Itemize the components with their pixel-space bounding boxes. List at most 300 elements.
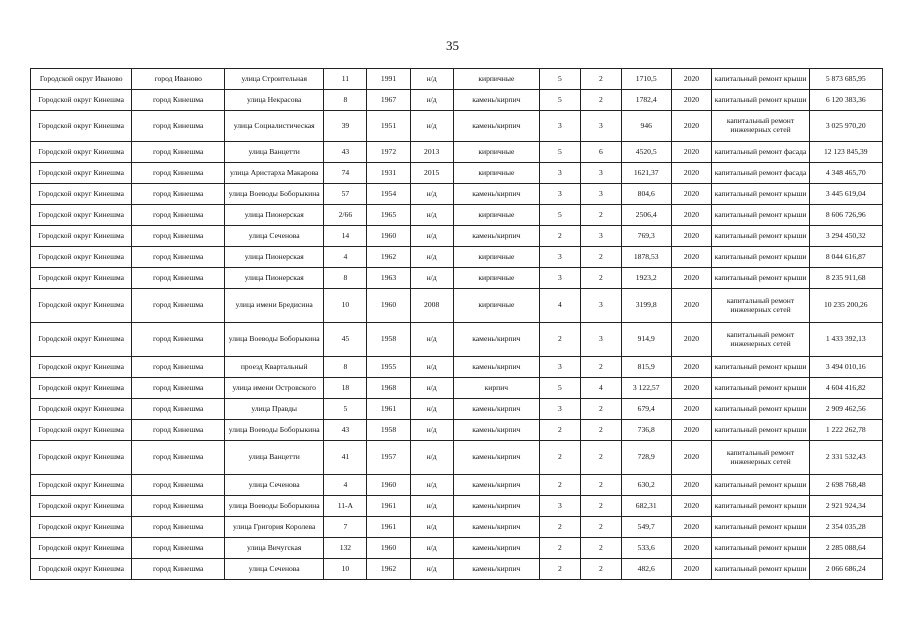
street-cell: улица Пионерская: [225, 268, 324, 289]
wall-material-cell: камень/кирпич: [453, 90, 539, 111]
floors-cell: 3: [539, 184, 580, 205]
house-number-cell: 39: [324, 111, 367, 142]
cost-cell: 8 044 616,87: [809, 247, 882, 268]
municipality-cell: Городской округ Кинешма: [31, 517, 132, 538]
build-year-cell: 1961: [367, 496, 410, 517]
entrances-cell: 2: [580, 538, 621, 559]
street-cell: улица Строительная: [225, 69, 324, 90]
house-number-cell: 10: [324, 559, 367, 580]
municipality-cell: Городской округ Кинешма: [31, 205, 132, 226]
cost-cell: 2 331 532,43: [809, 441, 882, 475]
wall-material-cell: кирпич: [453, 378, 539, 399]
cost-cell: 3 445 619,04: [809, 184, 882, 205]
cost-cell: 3 294 450,32: [809, 226, 882, 247]
municipality-cell: Городской округ Кинешма: [31, 420, 132, 441]
plan-year-cell: 2020: [671, 559, 712, 580]
plan-year-cell: 2020: [671, 90, 712, 111]
entrances-cell: 2: [580, 357, 621, 378]
municipality-cell: Городской округ Кинешма: [31, 163, 132, 184]
last-repair-year-cell: н/д: [410, 268, 453, 289]
street-cell: улица Пионерская: [225, 205, 324, 226]
street-cell: улица Вичугская: [225, 538, 324, 559]
entrances-cell: 2: [580, 441, 621, 475]
area-cell: 682,31: [621, 496, 671, 517]
cost-cell: 8 606 726,96: [809, 205, 882, 226]
area-cell: 769,3: [621, 226, 671, 247]
last-repair-year-cell: н/д: [410, 378, 453, 399]
table-row: [31, 111, 883, 142]
cost-cell: 2 354 035,28: [809, 517, 882, 538]
plan-year-cell: 2020: [671, 142, 712, 163]
street-cell: улица Сеченова: [225, 475, 324, 496]
entrances-cell: 4: [580, 378, 621, 399]
settlement-cell: город Кинешма: [132, 420, 225, 441]
last-repair-year-cell: н/д: [410, 559, 453, 580]
table-row: [31, 517, 883, 538]
entrances-cell: 2: [580, 268, 621, 289]
street-cell: улица имени Бредисина: [225, 289, 324, 323]
settlement-cell: город Кинешма: [132, 559, 225, 580]
entrances-cell: 3: [580, 163, 621, 184]
area-cell: 4520,5: [621, 142, 671, 163]
table-body: [31, 69, 883, 580]
house-number-cell: 7: [324, 517, 367, 538]
entrances-cell: 3: [580, 323, 621, 357]
municipality-cell: Городской округ Кинешма: [31, 268, 132, 289]
street-cell: улица Воеводы Боборыкина: [225, 323, 324, 357]
municipality-cell: Городской округ Кинешма: [31, 111, 132, 142]
wall-material-cell: камень/кирпич: [453, 517, 539, 538]
house-number-cell: 43: [324, 420, 367, 441]
settlement-cell: город Иваново: [132, 69, 225, 90]
wall-material-cell: камень/кирпич: [453, 111, 539, 142]
area-cell: 1621,37: [621, 163, 671, 184]
entrances-cell: 2: [580, 205, 621, 226]
wall-material-cell: камень/кирпич: [453, 441, 539, 475]
floors-cell: 3: [539, 247, 580, 268]
area-cell: 728,9: [621, 441, 671, 475]
wall-material-cell: камень/кирпич: [453, 226, 539, 247]
area-cell: 2506,4: [621, 205, 671, 226]
repair-type-cell: капитальный ремонт крыши: [712, 184, 809, 205]
build-year-cell: 1961: [367, 399, 410, 420]
build-year-cell: 1965: [367, 205, 410, 226]
last-repair-year-cell: н/д: [410, 420, 453, 441]
floors-cell: 3: [539, 111, 580, 142]
wall-material-cell: камень/кирпич: [453, 357, 539, 378]
repair-type-cell: капитальный ремонт фасада: [712, 142, 809, 163]
repair-type-cell: капитальный ремонт крыши: [712, 538, 809, 559]
table-row: [31, 205, 883, 226]
table-row: [31, 399, 883, 420]
area-cell: 946: [621, 111, 671, 142]
plan-year-cell: 2020: [671, 441, 712, 475]
street-cell: улица Сеченова: [225, 226, 324, 247]
cost-cell: 2 698 768,48: [809, 475, 882, 496]
floors-cell: 3: [539, 163, 580, 184]
build-year-cell: 1967: [367, 90, 410, 111]
repair-type-cell: капитальный ремонт крыши: [712, 247, 809, 268]
page-number: 35: [446, 38, 459, 53]
wall-material-cell: камень/кирпич: [453, 538, 539, 559]
municipality-cell: Городской округ Кинешма: [31, 323, 132, 357]
floors-cell: 2: [539, 475, 580, 496]
plan-year-cell: 2020: [671, 205, 712, 226]
plan-year-cell: 2020: [671, 399, 712, 420]
build-year-cell: 1961: [367, 517, 410, 538]
build-year-cell: 1960: [367, 475, 410, 496]
wall-material-cell: камень/кирпич: [453, 399, 539, 420]
wall-material-cell: камень/кирпич: [453, 475, 539, 496]
street-cell: улица Ванцетти: [225, 441, 324, 475]
entrances-cell: 3: [580, 184, 621, 205]
street-cell: улица имени Островского: [225, 378, 324, 399]
house-number-cell: 132: [324, 538, 367, 559]
table-row: [31, 184, 883, 205]
house-number-cell: 5: [324, 399, 367, 420]
floors-cell: 2: [539, 226, 580, 247]
settlement-cell: город Кинешма: [132, 475, 225, 496]
table-row: [31, 289, 883, 323]
plan-year-cell: 2020: [671, 517, 712, 538]
settlement-cell: город Кинешма: [132, 268, 225, 289]
last-repair-year-cell: н/д: [410, 357, 453, 378]
repair-type-cell: капитальный ремонт крыши: [712, 357, 809, 378]
street-cell: улица Сеченова: [225, 559, 324, 580]
area-cell: 533,6: [621, 538, 671, 559]
floors-cell: 5: [539, 205, 580, 226]
municipality-cell: Городской округ Кинешма: [31, 399, 132, 420]
cost-cell: 4 604 416,82: [809, 378, 882, 399]
cost-cell: 2 921 924,34: [809, 496, 882, 517]
house-number-cell: 74: [324, 163, 367, 184]
house-number-cell: 14: [324, 226, 367, 247]
build-year-cell: 1991: [367, 69, 410, 90]
entrances-cell: 2: [580, 517, 621, 538]
build-year-cell: 1972: [367, 142, 410, 163]
cost-cell: 2 285 088,64: [809, 538, 882, 559]
entrances-cell: 2: [580, 420, 621, 441]
plan-year-cell: 2020: [671, 163, 712, 184]
last-repair-year-cell: н/д: [410, 184, 453, 205]
house-number-cell: 41: [324, 441, 367, 475]
last-repair-year-cell: н/д: [410, 538, 453, 559]
table-row: [31, 559, 883, 580]
street-cell: улица Воеводы Боборыкина: [225, 420, 324, 441]
repair-type-cell: капитальный ремонт крыши: [712, 517, 809, 538]
settlement-cell: город Кинешма: [132, 142, 225, 163]
table-row: [31, 420, 883, 441]
municipality-cell: Городской округ Кинешма: [31, 226, 132, 247]
table-row: [31, 90, 883, 111]
street-cell: улица Аристарха Макарова: [225, 163, 324, 184]
settlement-cell: город Кинешма: [132, 247, 225, 268]
settlement-cell: город Кинешма: [132, 205, 225, 226]
plan-year-cell: 2020: [671, 496, 712, 517]
settlement-cell: город Кинешма: [132, 111, 225, 142]
cost-cell: 3 025 970,20: [809, 111, 882, 142]
repair-type-cell: капитальный ремонт фасада: [712, 163, 809, 184]
settlement-cell: город Кинешма: [132, 441, 225, 475]
cost-cell: 10 235 200,26: [809, 289, 882, 323]
municipality-cell: Городской округ Иваново: [31, 69, 132, 90]
settlement-cell: город Кинешма: [132, 496, 225, 517]
entrances-cell: 2: [580, 69, 621, 90]
entrances-cell: 3: [580, 111, 621, 142]
build-year-cell: 1962: [367, 559, 410, 580]
repair-type-cell: капитальный ремонт крыши: [712, 90, 809, 111]
wall-material-cell: камень/кирпич: [453, 184, 539, 205]
entrances-cell: 2: [580, 559, 621, 580]
settlement-cell: город Кинешма: [132, 378, 225, 399]
area-cell: 679,4: [621, 399, 671, 420]
area-cell: 549,7: [621, 517, 671, 538]
floors-cell: 4: [539, 289, 580, 323]
entrances-cell: 2: [580, 247, 621, 268]
last-repair-year-cell: н/д: [410, 496, 453, 517]
build-year-cell: 1968: [367, 378, 410, 399]
plan-year-cell: 2020: [671, 289, 712, 323]
build-year-cell: 1931: [367, 163, 410, 184]
street-cell: улица Правды: [225, 399, 324, 420]
wall-material-cell: кирпичные: [453, 268, 539, 289]
plan-year-cell: 2020: [671, 420, 712, 441]
last-repair-year-cell: н/д: [410, 226, 453, 247]
last-repair-year-cell: н/д: [410, 475, 453, 496]
municipality-cell: Городской округ Кинешма: [31, 441, 132, 475]
settlement-cell: город Кинешма: [132, 538, 225, 559]
repair-type-cell: капитальный ремонт инженерных сетей: [712, 289, 809, 323]
house-number-cell: 4: [324, 247, 367, 268]
last-repair-year-cell: 2013: [410, 142, 453, 163]
last-repair-year-cell: 2015: [410, 163, 453, 184]
wall-material-cell: кирпичные: [453, 247, 539, 268]
build-year-cell: 1958: [367, 323, 410, 357]
wall-material-cell: кирпичные: [453, 289, 539, 323]
build-year-cell: 1958: [367, 420, 410, 441]
entrances-cell: 2: [580, 90, 621, 111]
table-row: [31, 226, 883, 247]
floors-cell: 2: [539, 517, 580, 538]
house-number-cell: 10: [324, 289, 367, 323]
table-row: [31, 475, 883, 496]
entrances-cell: 2: [580, 475, 621, 496]
area-cell: 1782,4: [621, 90, 671, 111]
table-row: [31, 538, 883, 559]
street-cell: улица Некрасова: [225, 90, 324, 111]
housing-repair-table: [30, 68, 883, 580]
street-cell: улица Пионерская: [225, 247, 324, 268]
repair-type-cell: капитальный ремонт крыши: [712, 378, 809, 399]
settlement-cell: город Кинешма: [132, 184, 225, 205]
last-repair-year-cell: н/д: [410, 205, 453, 226]
repair-type-cell: капитальный ремонт крыши: [712, 205, 809, 226]
floors-cell: 2: [539, 441, 580, 475]
repair-type-cell: капитальный ремонт крыши: [712, 420, 809, 441]
table-row: [31, 441, 883, 475]
floors-cell: 2: [539, 323, 580, 357]
table-row: [31, 247, 883, 268]
build-year-cell: 1963: [367, 268, 410, 289]
wall-material-cell: кирпичные: [453, 69, 539, 90]
cost-cell: 1 222 262,78: [809, 420, 882, 441]
build-year-cell: 1960: [367, 226, 410, 247]
house-number-cell: 11-А: [324, 496, 367, 517]
table-row: [31, 69, 883, 90]
last-repair-year-cell: н/д: [410, 90, 453, 111]
build-year-cell: 1960: [367, 289, 410, 323]
street-cell: улица Воеводы Боборыкина: [225, 184, 324, 205]
municipality-cell: Городской округ Кинешма: [31, 538, 132, 559]
municipality-cell: Городской округ Кинешма: [31, 247, 132, 268]
floors-cell: 2: [539, 538, 580, 559]
cost-cell: 4 348 465,70: [809, 163, 882, 184]
municipality-cell: Городской округ Кинешма: [31, 357, 132, 378]
plan-year-cell: 2020: [671, 226, 712, 247]
last-repair-year-cell: н/д: [410, 69, 453, 90]
floors-cell: 5: [539, 142, 580, 163]
house-number-cell: 8: [324, 357, 367, 378]
house-number-cell: 18: [324, 378, 367, 399]
settlement-cell: город Кинешма: [132, 90, 225, 111]
cost-cell: 2 909 462,56: [809, 399, 882, 420]
wall-material-cell: кирпичные: [453, 205, 539, 226]
table-row: [31, 378, 883, 399]
build-year-cell: 1960: [367, 538, 410, 559]
municipality-cell: Городской округ Кинешма: [31, 475, 132, 496]
area-cell: 914,9: [621, 323, 671, 357]
area-cell: 1923,2: [621, 268, 671, 289]
repair-type-cell: капитальный ремонт крыши: [712, 226, 809, 247]
table-row: [31, 268, 883, 289]
last-repair-year-cell: н/д: [410, 441, 453, 475]
entrances-cell: 2: [580, 496, 621, 517]
wall-material-cell: камень/кирпич: [453, 559, 539, 580]
area-cell: 815,9: [621, 357, 671, 378]
entrances-cell: 3: [580, 226, 621, 247]
repair-type-cell: капитальный ремонт инженерных сетей: [712, 441, 809, 475]
table-row: [31, 357, 883, 378]
repair-type-cell: капитальный ремонт крыши: [712, 475, 809, 496]
municipality-cell: Городской округ Кинешма: [31, 559, 132, 580]
municipality-cell: Городской округ Кинешма: [31, 496, 132, 517]
municipality-cell: Городской округ Кинешма: [31, 90, 132, 111]
cost-cell: 8 235 911,68: [809, 268, 882, 289]
street-cell: проезд Квартальный: [225, 357, 324, 378]
street-cell: улица Воеводы Боборыкина: [225, 496, 324, 517]
cost-cell: 3 494 010,16: [809, 357, 882, 378]
repair-type-cell: капитальный ремонт инженерных сетей: [712, 111, 809, 142]
entrances-cell: 6: [580, 142, 621, 163]
area-cell: 804,6: [621, 184, 671, 205]
area-cell: 3199,8: [621, 289, 671, 323]
wall-material-cell: камень/кирпич: [453, 420, 539, 441]
table-row: [31, 323, 883, 357]
settlement-cell: город Кинешма: [132, 289, 225, 323]
floors-cell: 3: [539, 496, 580, 517]
floors-cell: 3: [539, 399, 580, 420]
floors-cell: 5: [539, 69, 580, 90]
last-repair-year-cell: н/д: [410, 323, 453, 357]
plan-year-cell: 2020: [671, 323, 712, 357]
street-cell: улица Ванцетти: [225, 142, 324, 163]
cost-cell: 12 123 845,39: [809, 142, 882, 163]
house-number-cell: 2/66: [324, 205, 367, 226]
last-repair-year-cell: 2008: [410, 289, 453, 323]
last-repair-year-cell: н/д: [410, 111, 453, 142]
plan-year-cell: 2020: [671, 111, 712, 142]
settlement-cell: город Кинешма: [132, 163, 225, 184]
settlement-cell: город Кинешма: [132, 517, 225, 538]
plan-year-cell: 2020: [671, 184, 712, 205]
house-number-cell: 8: [324, 268, 367, 289]
cost-cell: 5 873 685,95: [809, 69, 882, 90]
municipality-cell: Городской округ Кинешма: [31, 184, 132, 205]
municipality-cell: Городской округ Кинешма: [31, 142, 132, 163]
wall-material-cell: камень/кирпич: [453, 496, 539, 517]
municipality-cell: Городской округ Кинешма: [31, 378, 132, 399]
cost-cell: 2 066 686,24: [809, 559, 882, 580]
plan-year-cell: 2020: [671, 475, 712, 496]
floors-cell: 2: [539, 420, 580, 441]
cost-cell: 6 120 383,36: [809, 90, 882, 111]
wall-material-cell: кирпичные: [453, 142, 539, 163]
wall-material-cell: кирпичные: [453, 163, 539, 184]
floors-cell: 2: [539, 559, 580, 580]
settlement-cell: город Кинешма: [132, 226, 225, 247]
floors-cell: 5: [539, 378, 580, 399]
area-cell: 1878,53: [621, 247, 671, 268]
entrances-cell: 2: [580, 399, 621, 420]
table-row: [31, 142, 883, 163]
last-repair-year-cell: н/д: [410, 247, 453, 268]
house-number-cell: 8: [324, 90, 367, 111]
repair-type-cell: капитальный ремонт инженерных сетей: [712, 323, 809, 357]
entrances-cell: 3: [580, 289, 621, 323]
municipality-cell: Городской округ Кинешма: [31, 289, 132, 323]
plan-year-cell: 2020: [671, 538, 712, 559]
build-year-cell: 1954: [367, 184, 410, 205]
area-cell: 736,8: [621, 420, 671, 441]
house-number-cell: 45: [324, 323, 367, 357]
floors-cell: 3: [539, 268, 580, 289]
area-cell: 630,2: [621, 475, 671, 496]
plan-year-cell: 2020: [671, 69, 712, 90]
floors-cell: 3: [539, 357, 580, 378]
last-repair-year-cell: н/д: [410, 517, 453, 538]
settlement-cell: город Кинешма: [132, 399, 225, 420]
repair-type-cell: капитальный ремонт крыши: [712, 399, 809, 420]
area-cell: 482,6: [621, 559, 671, 580]
build-year-cell: 1957: [367, 441, 410, 475]
house-number-cell: 57: [324, 184, 367, 205]
street-cell: улица Григория Королева: [225, 517, 324, 538]
plan-year-cell: 2020: [671, 268, 712, 289]
repair-type-cell: капитальный ремонт крыши: [712, 268, 809, 289]
repair-type-cell: капитальный ремонт крыши: [712, 496, 809, 517]
repair-type-cell: капитальный ремонт крыши: [712, 69, 809, 90]
plan-year-cell: 2020: [671, 378, 712, 399]
table-row: [31, 163, 883, 184]
build-year-cell: 1955: [367, 357, 410, 378]
last-repair-year-cell: н/д: [410, 399, 453, 420]
area-cell: 3 122,57: [621, 378, 671, 399]
table-row: [31, 496, 883, 517]
cost-cell: 1 433 392,13: [809, 323, 882, 357]
settlement-cell: город Кинешма: [132, 357, 225, 378]
build-year-cell: 1951: [367, 111, 410, 142]
plan-year-cell: 2020: [671, 247, 712, 268]
